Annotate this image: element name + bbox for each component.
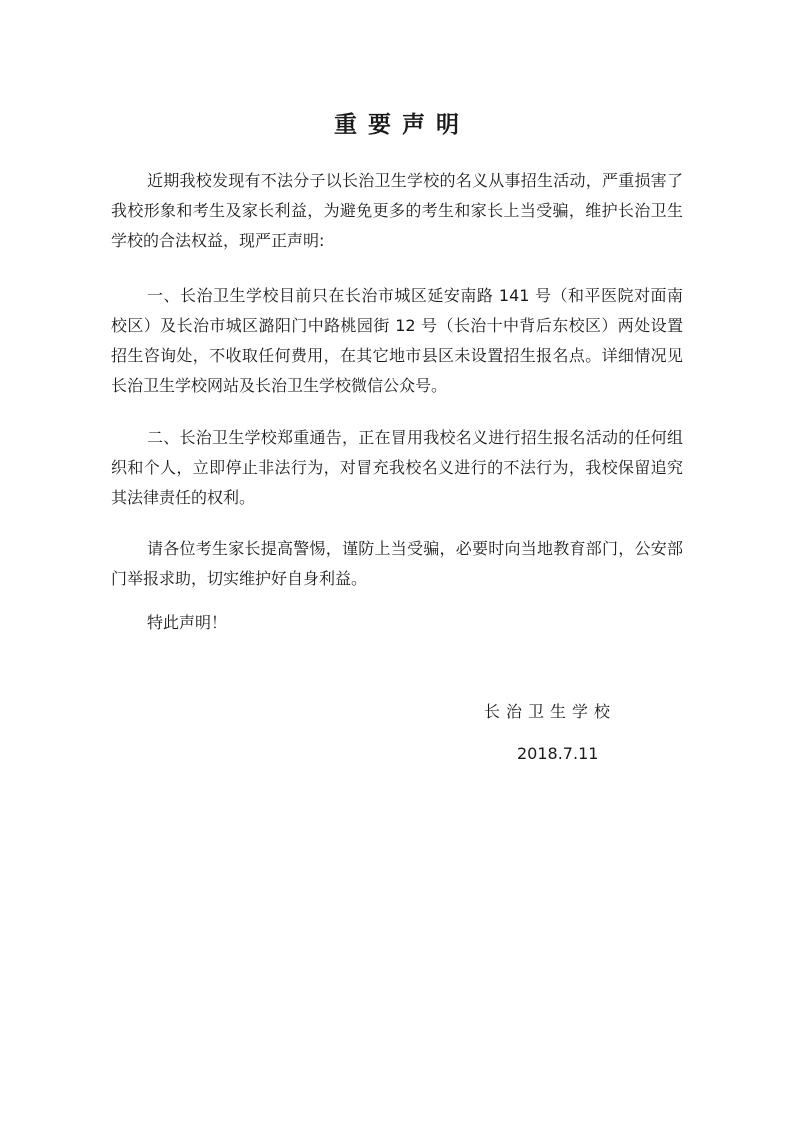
paragraph-warning: 请各位考生家长提高警惕，谨防上当受骗，必要时向当地教育部门，公安部门举报求助，切实维护好自身利益。 [111,539,683,588]
paragraph-point-one: 一、长治卫生学校目前只在长治市城区延安南路 141 号（和平医院对面南校区）及长治市城区潞阳门中路桃园街 12 号（长治十中背后东校区）两处设置招生咨询处，不收取任何费用，在其它地市县区未设置招生报名点。详细情况见长治卫生学校网站及长治卫生学校微信公众号。 [111,286,683,395]
paragraph-point-two: 二、长治卫生学校郑重通告，正在冒用我校名义进行招生报名活动的任何组织和个人，立即停止非法行为，对冒充我校名义进行的不法行为，我校保留追究其法律责任的权利。 [111,428,683,507]
signature: 长治卫生学校 [484,702,617,721]
paragraph-closing: 特此声明！ [147,613,228,632]
document-date: 2018.7.11 [517,744,599,763]
document-title: 重要声明 [334,112,470,138]
paragraph-intro: 近期我校发现有不法分子以长治卫生学校的名义从事招生活动，严重损害了我校形象和考生及家长利益，为避免更多的考生和家长上当受骗，维护长治卫生学校的合法权益，现严正声明: [111,171,683,250]
